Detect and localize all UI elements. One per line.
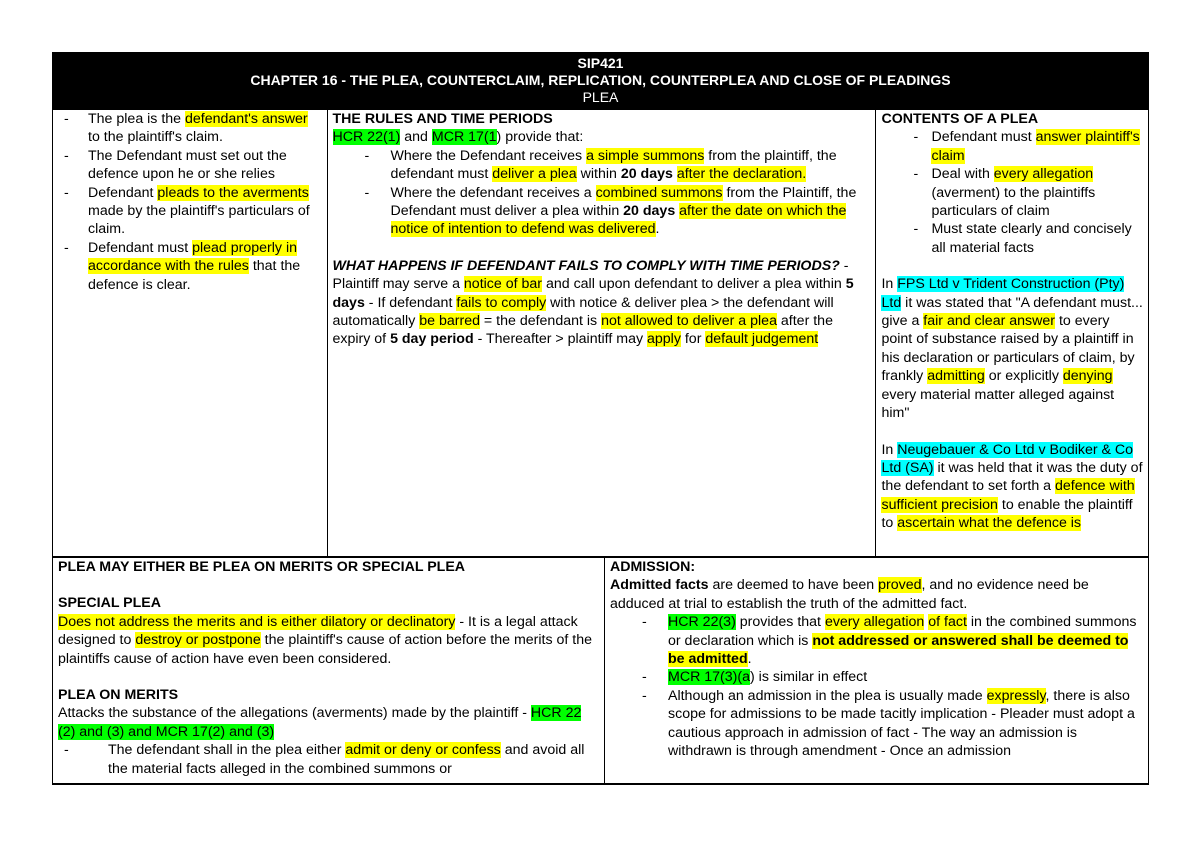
case-neugebauer: In Neugebauer & Co Ltd v Bodiker & Co Ltd (SA) it was held that it was the duty of the defendant to set forth a defence with sufficient precision to enable the plaintiff to ascertain what the defence is: [881, 441, 1143, 532]
section-subtitle: PLEA: [582, 89, 619, 105]
special-plea-title: SPECIAL PLEA: [58, 595, 162, 612]
list-item: - Defendant pleads to the averments made by the plaintiff's particulars of claim.: [58, 184, 322, 239]
admission-intro: Admitted facts are deemed to have been proved, and no evidence need be adduced at trial to establish the truth of the admitted fact.: [610, 577, 1089, 612]
list-item: - HCR 22(3) provides that every allegation of fact in the combined summons or declaration which is not addressed or answered shall be deemed to be admitted.: [610, 613, 1143, 668]
rules-list: [333, 147, 871, 239]
plea-definition-cell: [53, 110, 328, 556]
list-item: - The defendant shall in the plea either admit or deny or confess and avoid all the material facts alleged in the combined summons or: [58, 741, 599, 778]
list-item: - The plea is the defendant's answer to the plaintiff's claim.: [58, 110, 322, 147]
rules-intro: HCR 22(1) and MCR 17(1) provide that:: [332, 129, 584, 146]
document-page: [52, 52, 1149, 785]
contents-list: [881, 128, 1143, 257]
contents-of-plea-cell: [876, 110, 1148, 556]
rules-title: THE RULES AND TIME PERIODS: [332, 111, 553, 127]
plea-types-title: PLEA MAY EITHER BE PLEA ON MERITS OR SPECIAL PLEA: [58, 559, 466, 575]
admission-list: [610, 613, 1143, 760]
admission-cell: [605, 558, 1148, 783]
top-row: [52, 110, 1149, 558]
list-item: - Where the Defendant receives a simple summons from the plaintiff, the defendant must deliver a plea within 20 days after the declaration.: [333, 147, 871, 184]
merits-plea-title: PLEA ON MERITS: [58, 687, 179, 704]
rules-time-periods-cell: [328, 110, 877, 556]
list-item: - Deal with every allegation (averment) to the plaintiffs particulars of claim: [881, 165, 1143, 220]
admission-title: ADMISSION:: [610, 559, 696, 575]
list-item: - Must state clearly and concisely all material facts: [881, 220, 1143, 257]
plea-types-cell: [53, 558, 605, 783]
bottom-row: [52, 558, 1149, 785]
case-fps: In FPS Ltd v Trident Construction (Pty) Ltd it was stated that "A defendant must... give a fair and clear answer to every point of substance raised by a plaintiff in his declaration or particulars of claim, by frankly admitting or explicitly denying every material matter alleged against him": [881, 276, 1143, 422]
list-item: - Although an admission in the plea is usually made expressly, there is also scope for admissions to be made tacitly implication - Pleader must adopt a cautious approach in admission of fact - The way an admission is withdrawn is through amendment - Once an admission: [610, 687, 1143, 761]
list-item: - Where the defendant receives a combined summons from the Plaintiff, the Defendant must deliver a plea within 20 days after the date on which the notice of intention to defend was delivered.: [333, 184, 871, 239]
contents-title: CONTENTS OF A PLEA: [881, 111, 1039, 127]
list-item: - Defendant must plead properly in accordance with the rules that the defence is clear.: [58, 239, 322, 294]
list-item: - The Defendant must set out the defence upon he or she relies: [58, 147, 322, 184]
chapter-title: CHAPTER 16 - THE PLEA, COUNTERCLAIM, REPLICATION, COUNTERPLEA AND CLOSE OF PLEADINGS: [250, 72, 951, 88]
failure-paragraph: WHAT HAPPENS IF DEFENDANT FAILS TO COMPLY WITH TIME PERIODS? - Plaintiff may serve a notice of bar and call upon defendant to deliver a plea within 5 days - If defendant fails to comply with notice & deliver plea > the defendant will automatically be barred = the defendant is not allowed to deliver a plea after the expiry of 5 day period - Thereafter > plaintiff may apply for default judgement: [332, 257, 854, 348]
list-item: - MCR 17(3)(a) is similar in effect: [610, 668, 1143, 686]
special-plea-text: Does not address the merits and is either dilatory or declinatory - It is a legal attack designed to destroy or postpone the plaintiff's cause of action before the merits of the plaintiffs cause of action have even been considered.: [58, 613, 593, 667]
course-code: SIP421: [577, 55, 624, 71]
plea-definition-list: [58, 110, 322, 294]
merits-plea-text: Attacks the substance of the allegations (averments) made by the plaintiff - HCR 22 (2) and (3) and MCR 17(2) and (3): [58, 705, 582, 740]
header-bar: [52, 52, 1149, 110]
merits-list: [58, 741, 599, 778]
list-item: - Defendant must answer plaintiff's claim: [881, 128, 1143, 165]
